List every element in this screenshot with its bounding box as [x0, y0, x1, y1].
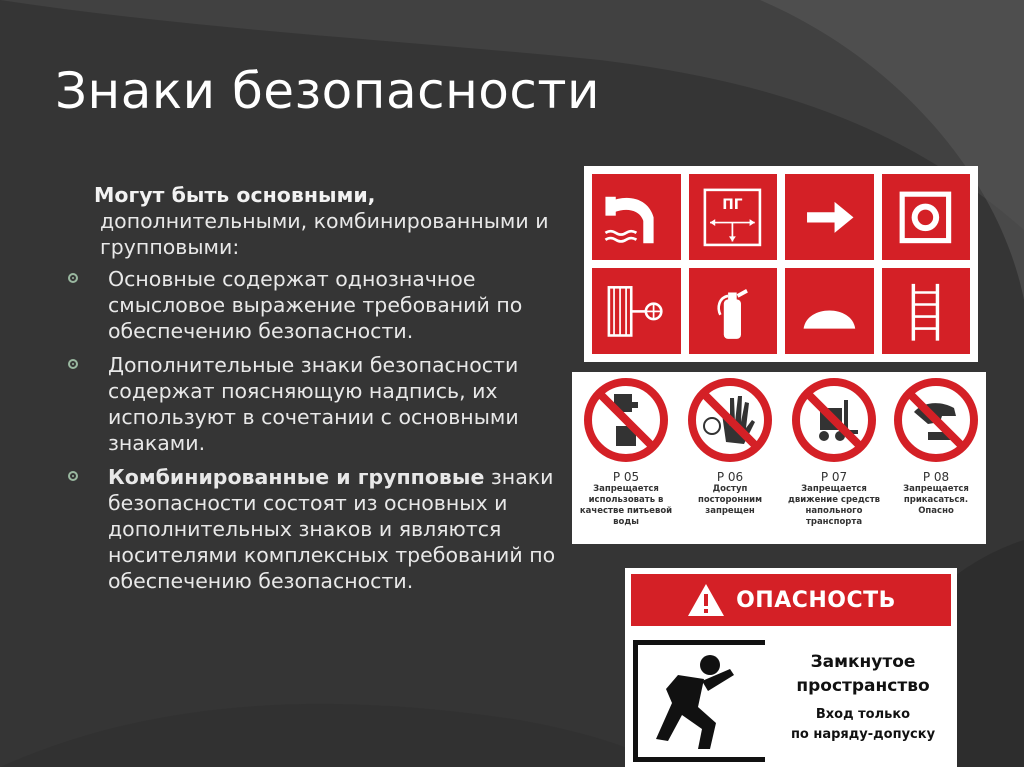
hose-reel-icon	[601, 277, 672, 346]
sign-code: Р 05	[612, 470, 640, 484]
bullet-bold-text: Комбинированные и групповые	[108, 465, 485, 489]
fire-hose-icon	[601, 183, 672, 252]
pg-label: ПГ	[722, 196, 743, 213]
slide-body	[62, 182, 572, 602]
direction-arrow-sign	[785, 174, 874, 260]
sign-code: Р 06	[716, 470, 744, 484]
sign-code: Р 08	[922, 470, 950, 484]
bullet-item	[62, 266, 572, 344]
danger-line-3: Вход только	[815, 707, 911, 722]
danger-text	[773, 650, 953, 744]
fire-hydrant-pg-sign	[689, 174, 778, 260]
no-drinking-water-icon	[578, 372, 674, 464]
danger-line-2: пространство	[796, 676, 930, 696]
intro-rest: дополнительными, комбинированными и групповыми:	[100, 209, 549, 259]
fire-blanket-sign	[785, 268, 874, 354]
bullet-item	[62, 352, 572, 456]
crouching-person-icon	[638, 645, 766, 757]
danger-line-1: Замкнутое	[810, 652, 916, 672]
bullet-icon	[68, 359, 78, 369]
bullet-item	[62, 464, 572, 594]
prohibition-sign	[576, 372, 676, 528]
fire-alarm-button-sign	[882, 174, 971, 260]
extinguisher-icon	[697, 277, 768, 346]
arrow-right-icon	[794, 183, 865, 252]
prohibition-sign	[886, 372, 986, 517]
no-touch-icon	[888, 372, 984, 464]
danger-line-4: по наряду-допуску	[790, 727, 936, 742]
intro-paragraph	[62, 182, 572, 260]
fire-hose-sign	[592, 174, 681, 260]
confined-space-pictogram	[633, 640, 765, 762]
sign-description: Запрещается движение средств напольного транспорта	[787, 484, 881, 527]
bullet-icon	[68, 273, 78, 283]
prohibition-signs-panel	[572, 372, 986, 544]
intro-lead: Могут быть основными,	[94, 183, 376, 207]
bullet-text: знаки безопасности состоят из основных и дополнительных знаков и являются носителями комплексных требований по обеспечению безопасности.	[108, 465, 556, 593]
sign-description: Доступ посторонним запрещен	[697, 484, 763, 516]
danger-header	[631, 574, 951, 626]
no-entry-hand-icon	[682, 372, 778, 464]
bullet-text: Основные содержат однозначное смысловое выражение требований по обеспечению безопасности.	[108, 267, 523, 343]
bullet-text: Дополнительные знаки безопасности содержат поясняющую надпись, их используют в сочетании с основными знаками.	[108, 353, 519, 455]
danger-sign	[625, 568, 957, 767]
fire-signs-panel	[584, 166, 978, 362]
dome-icon	[794, 277, 865, 346]
hydrant-icon	[697, 183, 768, 252]
sign-description: Запрещается использовать в качестве питьевой воды	[579, 484, 673, 527]
warning-triangle-icon	[686, 582, 726, 618]
bullet-icon	[68, 471, 78, 481]
alarm-button-icon	[890, 183, 961, 252]
danger-title: ОПАСНОСТЬ	[736, 587, 896, 613]
prohibition-sign	[680, 372, 780, 517]
page-title: Знаки безопасности	[55, 62, 600, 120]
sign-description: Запрещается прикасаться. Опасно	[903, 484, 969, 516]
fire-ladder-sign	[882, 268, 971, 354]
prohibition-sign	[784, 372, 884, 528]
sign-code: Р 07	[820, 470, 848, 484]
fire-extinguisher-sign	[689, 268, 778, 354]
fire-hose-reel-sign	[592, 268, 681, 354]
ladder-icon	[890, 277, 961, 346]
no-forklift-icon	[786, 372, 882, 464]
